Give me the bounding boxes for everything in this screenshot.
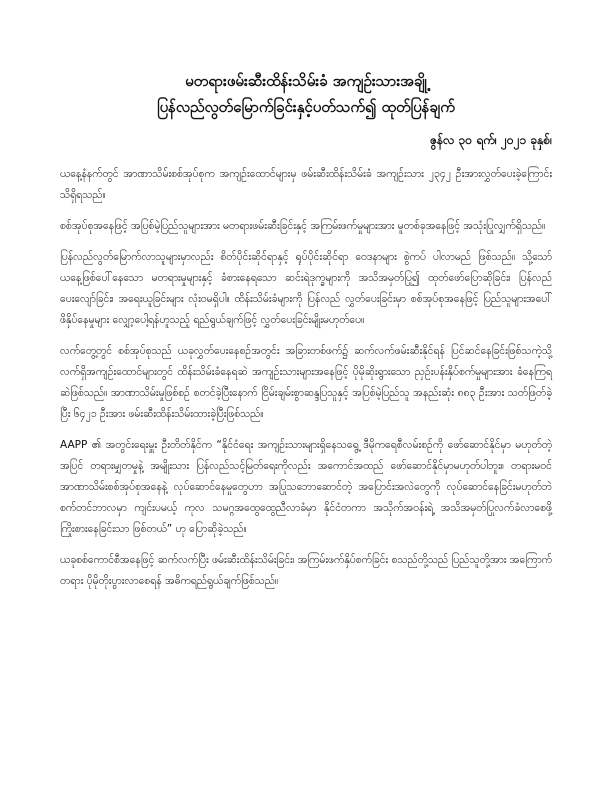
title-line-1: မတရားဖမ်းဆီးထိန်းသိမ်းခံ အကျဉ်းသားအချို့ [185,72,427,90]
document-date: ဇွန်လ ၃၀ ရက်၊ ၂၀၂၁ ခုနှစ်၊ [429,133,552,147]
paragraph-1: ယနေ့နံနက်တွင် အာဏာသိမ်းစစ်အုပ်စုက အကျဉ်းထောင်များမှ ဖမ်းဆီးထိန်းသိမ်းခံ အကျဉ်းသား ၂၃၄၂ ဦးအားလွှတ်ပေးခဲ့ကြောင်း သိရှိရသည်။ [60,168,552,201]
paragraph-6: ယခုစစ်ကောင်စီအနေဖြင့် ဆက်လက်ပြီး ဖမ်းဆီးထိန်းသိမ်းခြင်း၊ အကြမ်းဖက်နှိပ်စက်ခြင်း စသည်တို့သည် ပြည်သူတို့အား အကြောက်တရား ပိုမိုတိုးပွားလာစေရန် အဓိကရည်ရွယ်ချက်ဖြစ်သည်။ [60,554,552,587]
document-title [60,56,552,120]
paragraph-4: လက်တွေ့တွင် စစ်အုပ်စုသည် ယခုလွှတ်ပေးနေစဉ်အတွင်း အခြားတစ်ဖက်၌ ဆက်လက်ဖမ်းဆီးနိုင်ရန် ပြင်ဆင်နေခြင်းဖြစ်သကဲ့သို့ လက်ရှိအကျဉ်းထောင်များတွင် ထိန်းသိမ်းခံနေရဆဲ အကျဉ်းသားများအနေဖြင့် ပိုမိုဆိုးရွားသော ညှဉ်းပန်းနှိပ်စက်မှုများအား ခံနေကြရဆဲဖြစ်သည်။ အာဏာသိမ်းမှုဖြစ်စဉ် စတင်ခဲ့ပြီးနောက် ငြိမ်းချမ်းစွာဆန္ဒပြသူနှင့် အပြစ်မဲ့ပြည်သူ အနည်းဆုံး ၈၈၃ ဦးအား သတ်ဖြတ်ခဲ့ပြီး ၆၄၂၁ ဦးအား ဖမ်းဆီးထိန်းသိမ်းထားခဲ့ပြီးဖြစ်သည်။ [60,345,552,420]
title-line-2: ပြန်လည်လွတ်မြောက်ခြင်းနှင့်ပတ်သက်၍ ထုတ်ပြန်ချက် [157,98,455,116]
paragraph-2: စစ်အုပ်စုအနေဖြင့် အပြစ်မဲ့ပြည်သူများအား မတရားဖမ်းဆီးခြင်းနှင့် အကြမ်းဖက်မှုများအား မူတစ်ခုအနေဖြင့် အသုံးပြုလျှက်ရှိသည်။ [60,220,546,232]
paragraph-3: ပြန်လည်လွတ်မြောက်လာသူများမှာလည်း စိတ်ပိုင်းဆိုင်ရာနှင့် ရုပ်ပိုင်းဆိုင်ရာ ဝေဒနာများ စွဲကပ် ပါလာမည် ဖြစ်သည်။ သို့သော် ယနေ့ဖြစ်ပေါ်နေသော မတရားမှုများနှင့် ခံစားနေရသော ဆင်းရဲဒုက္ခများကို အသိအမှတ်ပြု၍ ထုတ်ဖော်ပြောဆိုခြင်း၊ ပြန်လည်ပေးလျော်ခြင်း၊ အရေးယူခြင်းများ လုံးဝမရှိပါ။ ထိန်းသိမ်းခံများကို ပြန်လည် လွှတ်ပေးခြင်းမှာ စစ်အုပ်စုအနေဖြင့် ပြည်သူများအပေါ် ဖိနှိပ်နေမှုများ လျှော့ပေါ့ရန်ဟူသည့် ရည်ရွယ်ချက်ဖြင့် လွှတ်ပေးခြင်းမျိုးမဟုတ်ပေ။ [60,251,552,326]
paragraph-5: AAPP ၏ အတွင်းရေးမှူး ဦးတိတ်နိုင်က “နိုင်ငံရေး အကျဉ်းသားများရှိနေသရွေ့ ဒီမိုကရေစီလမ်းစဉ်ကို ဖော်ဆောင်နိုင်မှာ မဟုတ်တဲ့အပြင် တရားမျှတမှုနဲ့ အမျိုးသား ပြန်လည်သင့်မြတ်ရေးကိုလည်း အကောင်အထည် ဖော်ဆောင်နိုင်မှာမဟုတ်ပါဘူး။ တရားမဝင် အာဏာသိမ်းစစ်အုပ်စုအနေနဲ့ လုပ်ဆောင်နေမှုတွေဟာ အပြုသဘောဆောင်တဲ့ အပြောင်းအလဲတွေကို လုပ်ဆောင်နေခြင်းမဟုတ်ဘဲ စက်တင်ဘာလမှာ ကျင်းပမယ့် ကုလ သမဂ္ဂအထွေထွေညီလာခံမှာ နိုင်ငံတကာ အသိုက်အဝန်းရဲ့ အသိအမှတ်ပြုလက်ခံလာစေဖို့ ကြိုးစားနေခြင်းသာ ဖြစ်တယ်” ဟု ပြောဆိုခဲ့သည်။ [60,439,552,535]
